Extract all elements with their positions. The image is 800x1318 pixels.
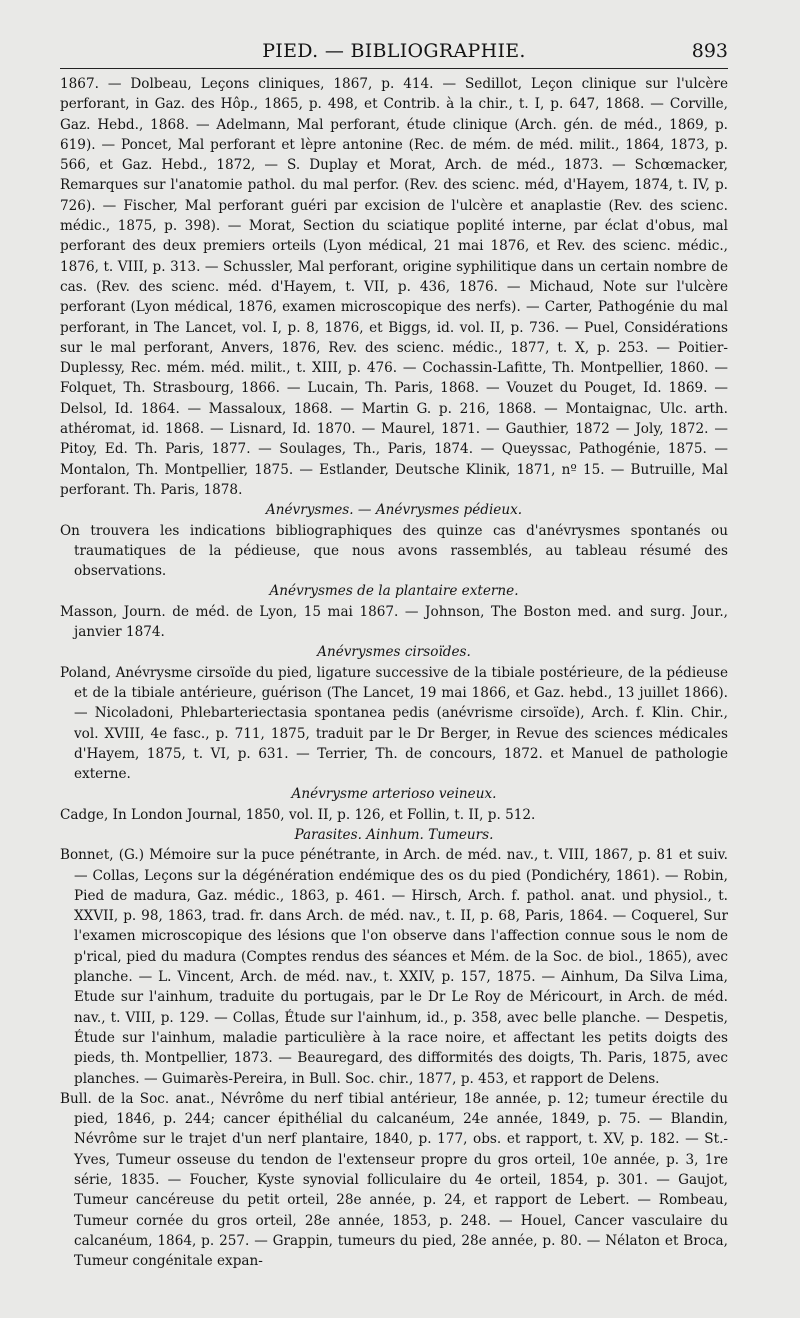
section-heading-parasites: Parasites. Ainhum. Tumeurs.	[294, 826, 494, 843]
paragraph-arterioso-veineux: Cadge, In London Journal, 1850, vol. II, p. 126, et Follin, t. II, p. 512.	[60, 806, 536, 823]
page-body	[60, 74, 728, 1272]
section-heading-anevrysmes-pedieux: Anévrysmes. — Anévrysmes pédieux.	[265, 502, 523, 519]
bibliography-paragraph-mal-perforant: 1867. — Dolbeau, Leçons cliniques, 1867, p. 414. — Sedillot, Leçon clinique sur l'ulcère perforant, in Gaz. des Hôp., 1865, p. 498, et Contrib. à la chir., t. I, p. 647, 1868. — Corville, Gaz. Hebd., 1868. — Adelmann, Mal perforant, étude clinique (Arch. gén. de méd., 1869, p. 619). — Poncet, Mal perforant et lèpre antonine (Rec. de mém. de méd. milit., 1864, 1873, p. 566, et Gaz. Hebd., 1872, — S. Duplay et Morat, Arch. de méd., 1873. — Schœmacker, Remarques sur l'anatomie pathol. du mal perfor. (Rev. des scienc. méd, d'Hayem, 1874, t. IV, p. 726). — Fischer, Mal perforant guéri par excision de l'ulcère et anaplastie (Rev. des scienc. médic., 1875, p. 398). — Morat, Section du sciatique poplité interne, par éclat d'obus, mal perforant des deux premiers orteils (Lyon médical, 21 mai 1876, et Rev. des scienc. médic., 1876, t. VIII, p. 313. — Schussler, Mal perforant, origine syphilitique dans un certain nombre de cas. (Rev. des scienc. méd. d'Hayem, t. VII, p. 436, 1876. — Michaud, Note sur l'ulcère perforant (Lyon médical, 1876, examen microscopique des nerfs). — Carter, Pathogénie du mal perforant, in The Lancet, vol. I, p. 8, 1876, et Biggs, id. vol. II, p. 736. — Puel, Considérations sur le mal perforant, Anvers, 1876, Rev. des scienc. médic., 1877, t. X, p. 253. — Poitier-Duplessy, Rec. mém. méd. milit., t. XIII, p. 476. — Cochassin-Lafitte, Th. Montpellier, 1860. — Folquet, Th. Strasbourg, 1866. — Lucain, Th. Paris, 1868. — Vouzet du Pouget, Id. 1869. — Delsol, Id. 1864. — Massaloux, 1868. — Martin G. p. 216, 1868. — Montaignac, Ulc. arth. athéromat, id. 1868. — Lisnard, Id. 1870. — Maurel, 1871. — Gauthier, 1872 — Joly, 1872. — Pitoy, Ed. Th. Paris, 1877. — Soulages, Th., Paris, 1874. — Queyssac, Pathogénie, 1875. — Montalon, Th. Montpellier, 1875. — Estlander, Deutsche Klinik, 1871, nº 15. — Butruille, Mal perforant. Th. Paris, 1878.	[60, 76, 728, 498]
paragraph-parasites-ainhum: Bonnet, (G.) Mémoire sur la puce pénétrante, in Arch. de méd. nav., t. VIII, 1867, p. 81 et suiv. — Collas, Leçons sur la dégénération endémique des os du pied (Pondichéry, 1861). — Robin, Pied de madura, Gaz. médic., 1863, p. 461. — Hirsch, Arch. f. pathol. anat. und physiol., t. XXVII, p. 98, 1863, trad. fr. dans Arch. de méd. nav., t. II, p. 68, Paris, 1864. — Coquerel, Sur l'examen microscopique des lésions que l'on observe dans l'affection connue sous le nom de p'rical, pied du madura (Comptes rendus des séances et Mém. de la Soc. de biol., 1865), avec planche. — L. Vincent, Arch. de méd. nav., t. XXIV, p. 157, 1875. — Ainhum, Da Silva Lima, Etude sur l'ainhum, traduite du portugais, par le Dr Le Roy de Méricourt, in Arch. de méd. nav., t. VIII, p. 129. — Collas, Étude sur l'ainhum, id., p. 358, avec belle planche. — Despetis, Étude sur l'ainhum, maladie particulière à la race noire, et affectant les petits doigts des pieds, th. Montpellier, 1873. — Beauregard, des difformités des doigts, Th. Paris, 1875, avec planches. — Guimarès-Pereira, in Bull. Soc. chir., 1877, p. 453, et rapport de Delens.	[60, 847, 728, 1087]
paragraph-cirsoides: Poland, Anévrysme cirsoïde du pied, ligature successive de la tibiale postérieure, de la pédieuse et de la tibiale antérieure, guérison (The Lancet, 19 mai 1866, et Gaz. hebd., 13 juillet 1866). — Nicoladoni, Phlebarteriectasia spontanea pedis (anévrisme cirsoïde), Arch. f. Klin. Chir., vol. XVIII, 4e fasc., p. 711, 1875, traduit par le Dr Berger, in Revue des sciences médicales d'Hayem, 1875, t. VI, p. 631. — Terrier, Th. de concours, 1872. et Manuel de pathologie externe.	[60, 664, 728, 783]
section-heading-plantaire-externe: Anévrysmes de la plantaire externe.	[269, 583, 519, 600]
page-number: 893	[691, 40, 728, 62]
paragraph-anevrysmes-pedieux: On trouvera les indications bibliographiques des quinze cas d'anévrysmes spontanés ou traumatiques de la pédieuse, que nous avons rassemblés, au tableau résumé des observations.	[60, 522, 728, 580]
section-heading-cirsoides: Anévrysmes cirsoïdes.	[317, 644, 471, 661]
section-heading-arterioso-veineux: Anévrysme arterioso veineux.	[291, 786, 497, 803]
paragraph-plantaire-externe: Masson, Journ. de méd. de Lyon, 15 mai 1867. — Johnson, The Boston med. and surg. Jour., janvier 1874.	[60, 603, 728, 641]
running-title: PIED. — BIBLIOGRAPHIE.	[262, 40, 526, 62]
running-header	[60, 40, 728, 69]
paragraph-bull-soc-anat: Bull. de la Soc. anat., Névrôme du nerf tibial antérieur, 18e année, p. 12; tumeur érectile du pied, 1846, p. 244; cancer épithélial du calcanéum, 24e année, 1849, p. 75. — Blandin, Névrôme sur le trajet d'un nerf plantaire, 1840, p. 177, obs. et rapport, t. XV, p. 182. — St.-Yves, Tumeur osseuse du tendon de l'extenseur propre du gros orteil, 10e année, p. 3, 1re série, 1835. — Foucher, Kyste synovial folliculaire du 4e orteil, 1854, p. 301. — Gaujot, Tumeur cancéreuse du petit orteil, 28e année, p. 24, et rapport de Lebert. — Rombeau, Tumeur cornée du gros orteil, 28e année, 1853, p. 248. — Houel, Cancer vasculaire du calcanéum, 1864, p. 257. — Grappin, tumeurs du pied, 28e année, p. 80. — Nélaton et Broca, Tumeur congénitale expan-	[60, 1090, 728, 1270]
